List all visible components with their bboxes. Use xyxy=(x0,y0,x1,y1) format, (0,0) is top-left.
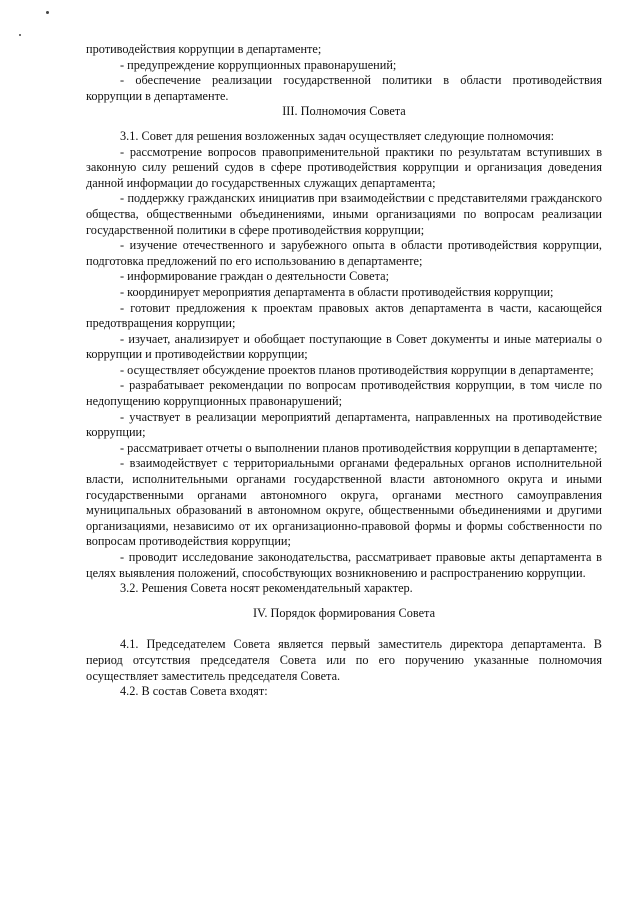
list-item: - рассматривает отчеты о выполнении планов противодействия коррупции в департаменте; xyxy=(120,440,598,455)
scan-speck xyxy=(19,34,21,36)
list-item: - разрабатывает рекомендации по вопросам противодействия коррупции, в том числе по недопущению коррупционных правонарушений; xyxy=(86,378,602,409)
paragraph: 4.1. Председателем Совета является первый заместитель директора департамента. В период отсутствия председателя Совета или по его поручению указанные полномочия осуществляет заместитель председателя Совета. xyxy=(86,637,602,683)
scan-speck xyxy=(46,11,49,14)
list-item: - координирует мероприятия департамента в области противодействия коррупции; xyxy=(120,284,554,299)
list-item: - информирование граждан о деятельности Совета; xyxy=(120,269,390,284)
list-item: - предупреждение коррупционных правонарушений; xyxy=(120,57,397,72)
document-body xyxy=(86,42,602,700)
list-item: - рассмотрение вопросов правоприменительной практики по результатам вступивших в законную силу решений судов в сфере противодействия коррупции и организация доведения данной информации до государственных служащих департамента; xyxy=(86,144,602,190)
section-heading: IV. Порядок формирования Совета xyxy=(252,605,436,620)
list-item: - осуществляет обсуждение проектов планов противодействия коррупции в департаменте; xyxy=(120,362,594,377)
paragraph: противодействия коррупции в департаменте; xyxy=(86,42,322,56)
list-item: - изучение отечественного и зарубежного опыта в области противодействия коррупции, подготовка предложений по его использованию в департаменте; xyxy=(86,238,602,268)
list-item: - взаимодействует с территориальными органами федеральных органов исполнительной власти, исполнительными органами государственной власти автономного округа и иными государственными органами автономного округа, органами местного самоуправления муниципальных образований в автономном округе, общественными объединениями и другими организациями, независимо от их организационно-правовой формы и формы собственности по вопросам противодействия коррупции; xyxy=(86,456,602,549)
paragraph: 3.2. Решения Совета носят рекомендательный характер. xyxy=(120,581,413,596)
list-item: - участвует в реализации мероприятий департамента, направленных на противодействие коррупции; xyxy=(86,409,602,440)
list-item: - обеспечение реализации государственной политики в области противодействия коррупции в департаменте. xyxy=(86,73,602,103)
paragraph: 4.2. В состав Совета входят: xyxy=(120,684,268,699)
list-item: - проводит исследование законодательства, рассматривает правовые акты департамента в целях выявления положений, способствующих возникновению и распространению коррупции. xyxy=(86,550,602,580)
list-item: - готовит предложения к проектам правовых актов департамента в части, касающейся предотвращения коррупции; xyxy=(86,300,602,331)
section-heading: III. Полномочия Совета xyxy=(282,104,406,119)
paragraph: 3.1. Совет для решения возложенных задач осуществляет следующие полномочия: xyxy=(120,128,555,143)
list-item: - поддержку гражданских инициатив при взаимодействии с представителями гражданского общества, общественными объединениями, иными организациями по вопросам реализации государственной политики в сфере противодействия коррупции; xyxy=(86,191,602,237)
list-item: - изучает, анализирует и обобщает поступающие в Совет документы и иные материалы о коррупции и противодействии коррупции; xyxy=(86,331,602,362)
